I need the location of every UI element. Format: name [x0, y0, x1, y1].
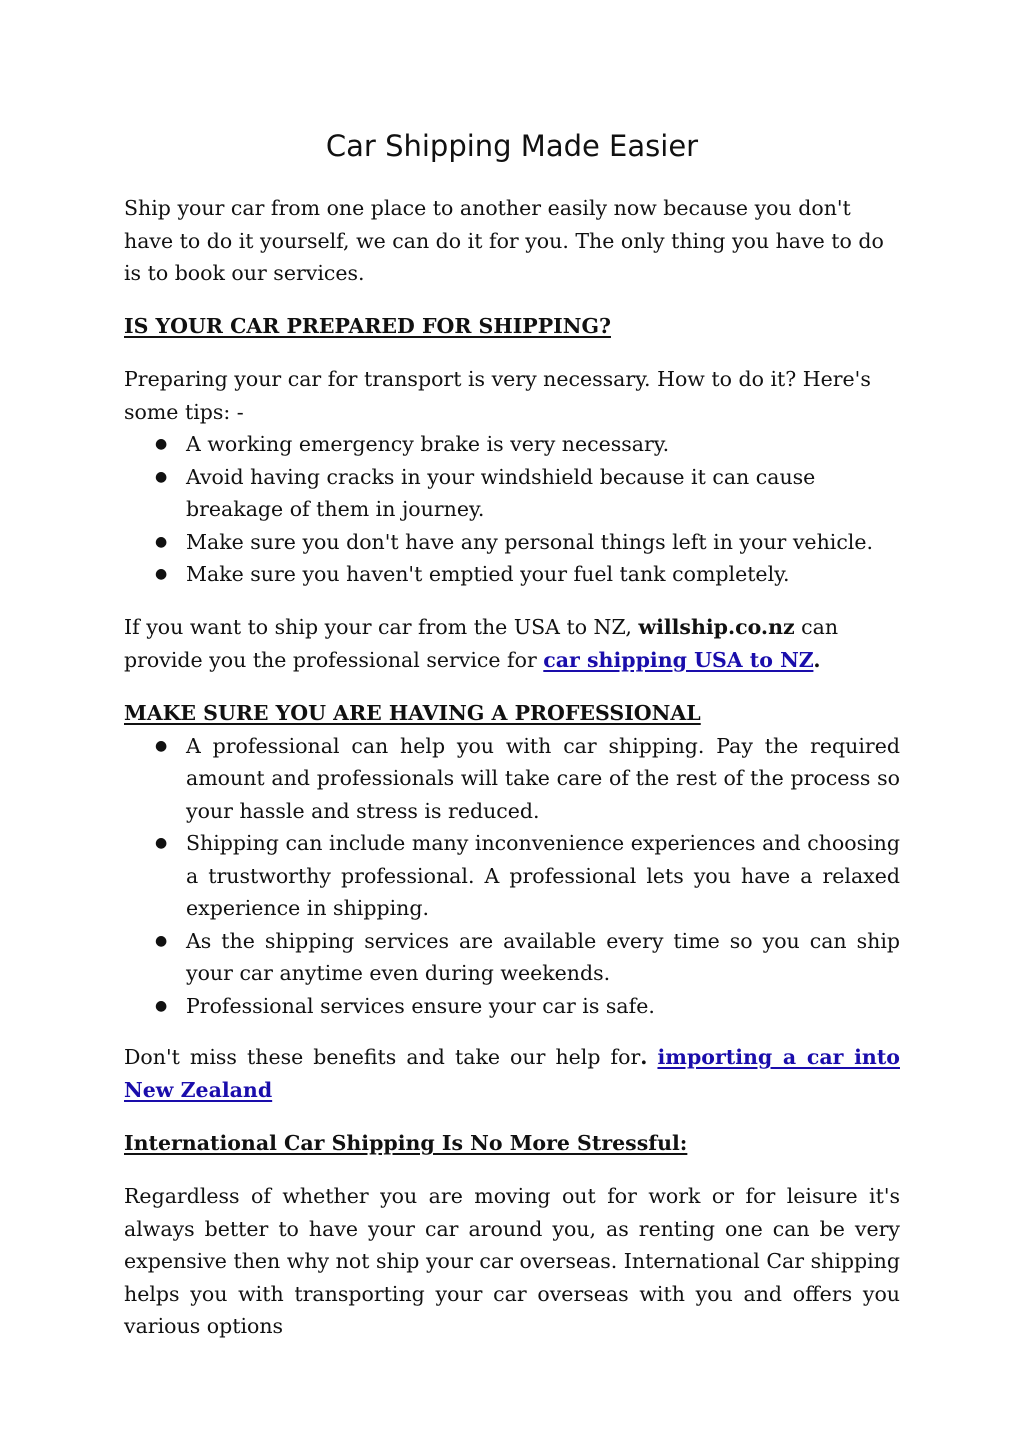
preparation-lead: Preparing your car for transport is very necessary. How to do it? Here's some tips: -: [124, 367, 871, 424]
importing-car-nz-link[interactable]: importing a car into New Zealand: [124, 1045, 900, 1102]
international-paragraph: Regardless of whether you are moving out for work or for leisure it's always better to have your car around you, as renting one can be very expensive then why not ship your car overseas. International Car shipping helps you with transporting your car overseas with you and offers you various options: [124, 1184, 900, 1338]
bullet-icon: ●: [155, 835, 168, 851]
list-item: ● Professional services ensure your car is safe.: [124, 990, 900, 1023]
bullet-icon: ●: [155, 737, 168, 754]
professional-section: [124, 697, 900, 1022]
list-item: ● A working emergency brake is very necessary.: [124, 428, 900, 461]
bullet-icon: ●: [155, 566, 168, 582]
intro-paragraph: Ship your car from one place to another easily now because you don't have to do it yourself, we can do it for you. The only thing you have to do is to book our services.: [124, 196, 884, 285]
list-item: ● As the shipping services are available every time so you can ship your car anytime even during weekends.: [124, 925, 900, 990]
list-item: ● A professional can help you with car shipping. Pay the required amount and professionals will take care of the rest of the process so your hassle and stress is reduced.: [124, 730, 900, 828]
section-heading-preparation: IS YOUR CAR PREPARED FOR SHIPPING?: [124, 314, 611, 338]
bullet-icon: ●: [155, 533, 168, 550]
list-item: ● Make sure you haven't emptied your fuel tank completely.: [124, 558, 900, 591]
page-title: Car Shipping Made Easier: [325, 129, 699, 163]
promo-paragraph-import: Don't miss these benefits and take our help for. importing a car into New Zealand: [124, 1045, 900, 1102]
bullet-icon: ●: [155, 932, 168, 949]
bullet-icon: ●: [155, 997, 168, 1014]
preparation-tips-list: [124, 428, 900, 591]
list-item: ● Make sure you don't have any personal things left in your vehicle.: [124, 526, 900, 559]
section-heading-international: International Car Shipping Is No More Stressful:: [124, 1131, 688, 1155]
promo-paragraph-usa-nz: If you want to ship your car from the USA to NZ, willship.co.nz can provide you the professional service for car shipping USA to NZ.: [124, 615, 839, 672]
bullet-icon: ●: [155, 468, 168, 485]
car-shipping-usa-nz-link[interactable]: car shipping USA to NZ: [543, 647, 814, 672]
list-item: ● Avoid having cracks in your windshield because it can cause breakage of them in journey.: [124, 461, 900, 526]
preparation-section: [124, 363, 900, 591]
bullet-icon: ●: [155, 436, 168, 452]
professional-benefits-list: [124, 730, 900, 1023]
section-heading-professional: MAKE SURE YOU ARE HAVING A PROFESSIONAL: [124, 701, 701, 725]
brand-name: willship.co.nz: [638, 615, 795, 639]
list-item: ● Shipping can include many inconvenience experiences and choosing a trustworthy professional. A professional lets you have a relaxed experience in shipping.: [124, 827, 900, 925]
